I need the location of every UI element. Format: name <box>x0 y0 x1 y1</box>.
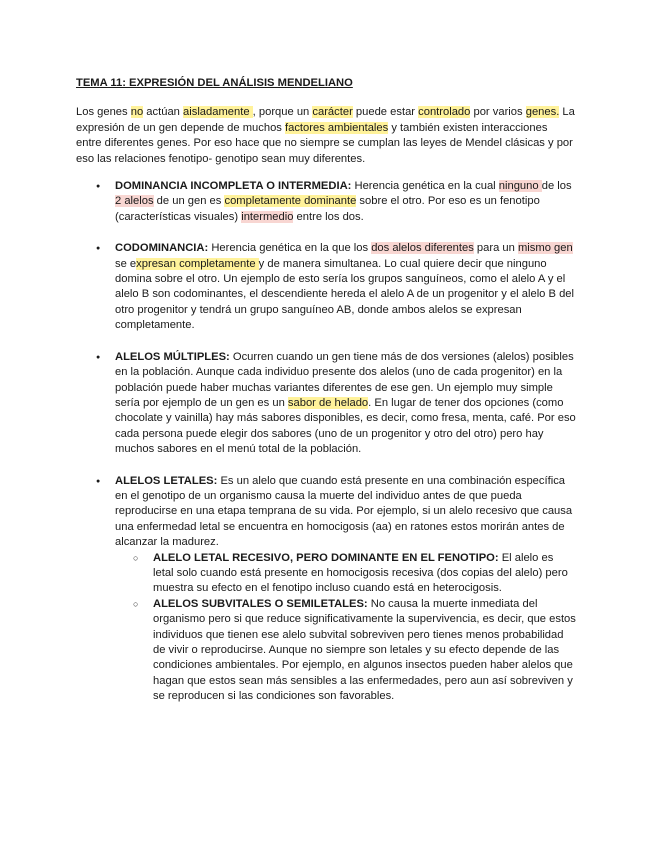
sublist-item-letal-recesivo <box>115 551 576 597</box>
text-run: de un gen es <box>153 195 225 208</box>
term-label: ALELO LETAL RECESIVO, PERO DOMINANTE EN EL FENOTIPO: <box>153 551 499 564</box>
text-run: No causa la muerte inmediata del organismo pero si que reduce significativamente la supervivencia, es decir, que estos individuos que tienen ese alelo subvital sobreviven pero tienes menos probabilidad de vivir o reproducirse. Aunque no siempre son letales y su efecto depende de las condiciones ambientales. Por ejemplo, en algunos insectos pueden haber alelos que hagan que estos sean más sensibles a las enfermedades, pero aun así sobreviven y se reproducen si las condiciones son favorables. <box>153 597 576 703</box>
term-label: ALELOS LETALES: <box>115 474 218 487</box>
highlighted-text: controlado <box>418 106 471 119</box>
text-run: La expresión de un gen depende de muchos <box>76 106 575 134</box>
text-run: puede estar <box>352 106 419 119</box>
highlighted-text: no <box>130 106 144 119</box>
text-run: Herencia genética en la que los <box>208 242 372 255</box>
text-run: Los genes <box>76 106 131 119</box>
highlighted-text: completamente dominante <box>224 195 357 208</box>
text-run: Herencia genética en la cual <box>351 180 499 193</box>
intro-paragraph <box>76 105 576 167</box>
text-run: sobre el otro. Por eso es un fenotipo (características visuales) <box>115 195 540 223</box>
highlighted-text: aisladamente <box>183 106 253 119</box>
term-label: DOMINANCIA INCOMPLETA O INTERMEDIA: <box>115 180 352 193</box>
text-run: Ocurren cuando un gen tiene más de dos versiones (alelos) posibles en la población. Aunque cada individuo presente dos alelos (uno de cada progenitor) en la población puede haber muchas variantes diferentes de ese gen. Un ejemplo muy simple sería por ejemplo de un gen es un <box>115 350 574 409</box>
term-label: ALELOS SUBVITALES O SEMILETALES: <box>153 597 368 610</box>
list-item-alelos-multiples <box>76 350 576 458</box>
highlighted-text: intermedio <box>241 210 294 223</box>
highlighted-text: ninguno <box>498 180 542 193</box>
highlighted-text: 2 alelos <box>115 195 154 208</box>
list-item-dominancia-incompleta <box>76 179 576 225</box>
list-item-codominancia <box>76 241 576 333</box>
highlighted-text: dos alelos diferentes <box>371 242 474 255</box>
text-run: se e <box>115 257 137 270</box>
text-run: por varios <box>470 106 526 119</box>
alelos-letales-text <box>115 475 572 549</box>
term-label: CODOMINANCIA: <box>115 242 209 255</box>
highlighted-text: mismo gen <box>517 242 573 255</box>
text-run: , porque un <box>252 106 313 119</box>
sublist-item-subvitales <box>115 597 576 705</box>
text-run: . En lugar de tener dos opciones (como chocolate y vainilla) hay más sabores disponibles, es decir, como fresa, menta, café. Por eso cada persona puede elegir dos sabores (uno de un progenitor y otro del otro) pero hay muchos sabores en el menú total de la población. <box>115 396 576 456</box>
list-item-alelos-letales <box>76 474 576 705</box>
highlighted-text: carácter <box>312 106 353 119</box>
concept-list <box>76 179 576 705</box>
highlighted-text: factores ambientales <box>285 121 389 134</box>
text-run: de los <box>541 180 572 193</box>
highlighted-text: xpresan completamente <box>136 257 259 270</box>
text-run: entre los dos. <box>293 210 364 223</box>
text-run: para un <box>473 242 518 255</box>
text-run: y también existen interacciones entre diferentes genes. Por eso hace que no siempre se cumplan las leyes de Mendel clásicas y por eso las relaciones fenotipo- genotipo sean muy diferentes. <box>76 121 573 165</box>
highlighted-text: genes. <box>525 106 560 119</box>
term-label: ALELOS MÚLTIPLES: <box>115 350 230 363</box>
document-page <box>76 76 576 721</box>
text-run: y de manera simultanea. Lo cual quiere decir que ninguno domina sobre el otro. Un ejemplo de esto sería los grupos sanguíneos, como el alelo A y el alelo B son codominantes, el descendiente hereda el alelo A de un progenitor y el alelo B del otro progenitor y tendrá un grupo sanguíneo AB, donde ambos alelos se expresan completamente. <box>115 257 575 332</box>
text-run: El alelo es letal solo cuando está presente en homocigosis recesiva (dos copias del alelo) pero muestra su efecto en el fenotipo incluso cuando está en heterocigosis. <box>153 551 568 595</box>
page-title: TEMA 11: EXPRESIÓN DEL ANÁLISIS MENDELIANO <box>76 77 353 89</box>
text-run: actúan <box>143 106 184 119</box>
highlighted-text: sabor de helado <box>287 396 369 409</box>
text-run: Es un alelo que cuando está presente en una combinación específica en el genotipo de un organismo causa la muerte del individuo antes de que pueda reproducirse en una etapa temprana de su vida. Por ejemplo, si un alelo recesivo que causa una enfermedad letal se encuentra en homocigosis (aa) en ratones estos morirán antes de alcanzar la madurez. <box>115 474 573 549</box>
alelos-letales-sublist <box>115 551 576 705</box>
